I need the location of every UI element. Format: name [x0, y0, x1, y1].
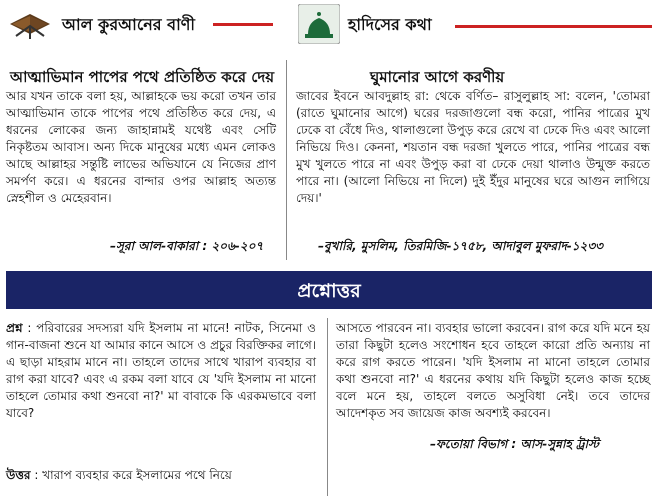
- hadith-source: –বুখারি, মুসলিম, তিরমিজি-১৭৫৮, আদাবুল মুফরাদ-১২৩৩: [318, 239, 603, 253]
- qa-answer-start: [6, 467, 316, 484]
- qa-banner-title: প্রশ্নোত্তর: [297, 280, 361, 302]
- column-divider-bottom: [327, 318, 328, 496]
- qa-source: –ফতোয়া বিভাগ : আস-সুন্নাহ ট্রাস্ট: [430, 437, 599, 451]
- quran-book-icon: [6, 6, 54, 40]
- quran-title: আত্মাভিমান পাপের পথে প্রতিষ্ঠিত করে দেয়: [10, 68, 275, 86]
- qa-answer-continued: আসতে পারবেন না। ব্যবহার ভালো করবেন। রাগ করে যদি মনে হয় তারা কিছুটা হলেও সংশোধন হবে তাহলে কারো প্রতি অন্যায় না করে রাগ করতে পারেন। 'যদি ইসলাম না মানো তাহলে তোমার কথা শুনবো না?' এ ধরনের কথায় যদি কিছুটা হলেও কাজ হচ্ছে বলে মনে হয়, তাহলে বলতে অসুবিধা নেই। তবে তাদের আদেশকৃত সব জায়েজ কাজ অবশ্যই করবেন।: [336, 321, 650, 420]
- question-label: প্রশ্ন: [6, 321, 23, 335]
- hadith-body: জাবের ইবনে আবদুল্লাহ রা: থেকে বর্ণিত– রাসুলুল্লাহ সা: বলেন, 'তোমরা (রাতে ঘুমানোর আগে) ঘরের দরজাগুলো বন্ধ করো, পানির পাত্রের মুখ ঢেকে বা বেঁধে দিও, থালাগুলো উপুড় করে রেখে বা ঢেকে দিও এবং আলো নিভিয়ে দিও। কেননা, শয়তান বন্ধ দরজা খুলতে পারে, পানির পাত্রের বন্ধ মুখ খুলতে পারে না এবং উপুড় করা বা ঢেকে দেয়া থালাও উন্মুক্ত করতে পারে না। (আলো নিভিয়ে না দিলে) দুই ইঁদুর মানুষের ঘরে আগুন লাগিয়ে দেয়।': [296, 89, 650, 205]
- answer-label: উত্তর: [6, 468, 31, 482]
- column-divider-top: [286, 60, 287, 260]
- hadith-title: ঘুমানোর আগে করণীয়: [370, 68, 505, 86]
- quran-header-rule: [213, 23, 273, 26]
- quran-source: –সূরা আল-বাকারা : ২০৬-২০৭: [110, 239, 264, 253]
- quran-body: আর যখন তাকে বলা হয়, আল্লাহকে ভয় করো তখন তার আত্মাভিমান তাকে পাপের পথে প্রতিষ্ঠিত করে দেয়, এ ধরনের লোকের জন্য জাহান্নামই যথেষ্ট এবং সেটি নিকৃষ্টতম আবাস। অন্য দিকে মানুষের মধ্যে এমন লোকও আছে আল্লাহর সন্তুষ্টি লাভের অভিযানে যে নিজের প্রাণ সমর্পণ করে। এ ধরনের বান্দার ওপর আল্লাহ অত্যন্ত স্নেহশীল ও মেহেরবান।: [6, 89, 276, 205]
- qa-question: [6, 320, 316, 422]
- hadith-header-rule: [455, 25, 652, 28]
- question-text: : পরিবারের সদস্যরা যদি ইসলাম না মানে! নাটক, সিনেমা ও গান-বাজনা শুনে যা আমার কানে আসে ও প্রচুর বিরক্তিকর লাগে। এ ছাড়া মাহরাম মানে না। তাহলে তাদের সাথে খারাপ ব্যবহার বা রাগ করা যাবে? এবং এ রকম বলা যাবে যে 'যদি ইসলাম না মানো তাহলে তোমার কথা শুনবো না?' মা বাবাকে কি এরকমভাবে বলা যাবে?: [6, 321, 316, 420]
- mosque-icon: [298, 4, 340, 44]
- hadith-section-header: হাদিসের কথা: [348, 15, 432, 34]
- qa-banner: [6, 271, 652, 309]
- answer-start-text: : খারাপ ব্যবহার করে ইসলামের পথে নিয়ে: [30, 468, 232, 482]
- quran-section-header: আল কুরআনের বাণী: [62, 15, 195, 34]
